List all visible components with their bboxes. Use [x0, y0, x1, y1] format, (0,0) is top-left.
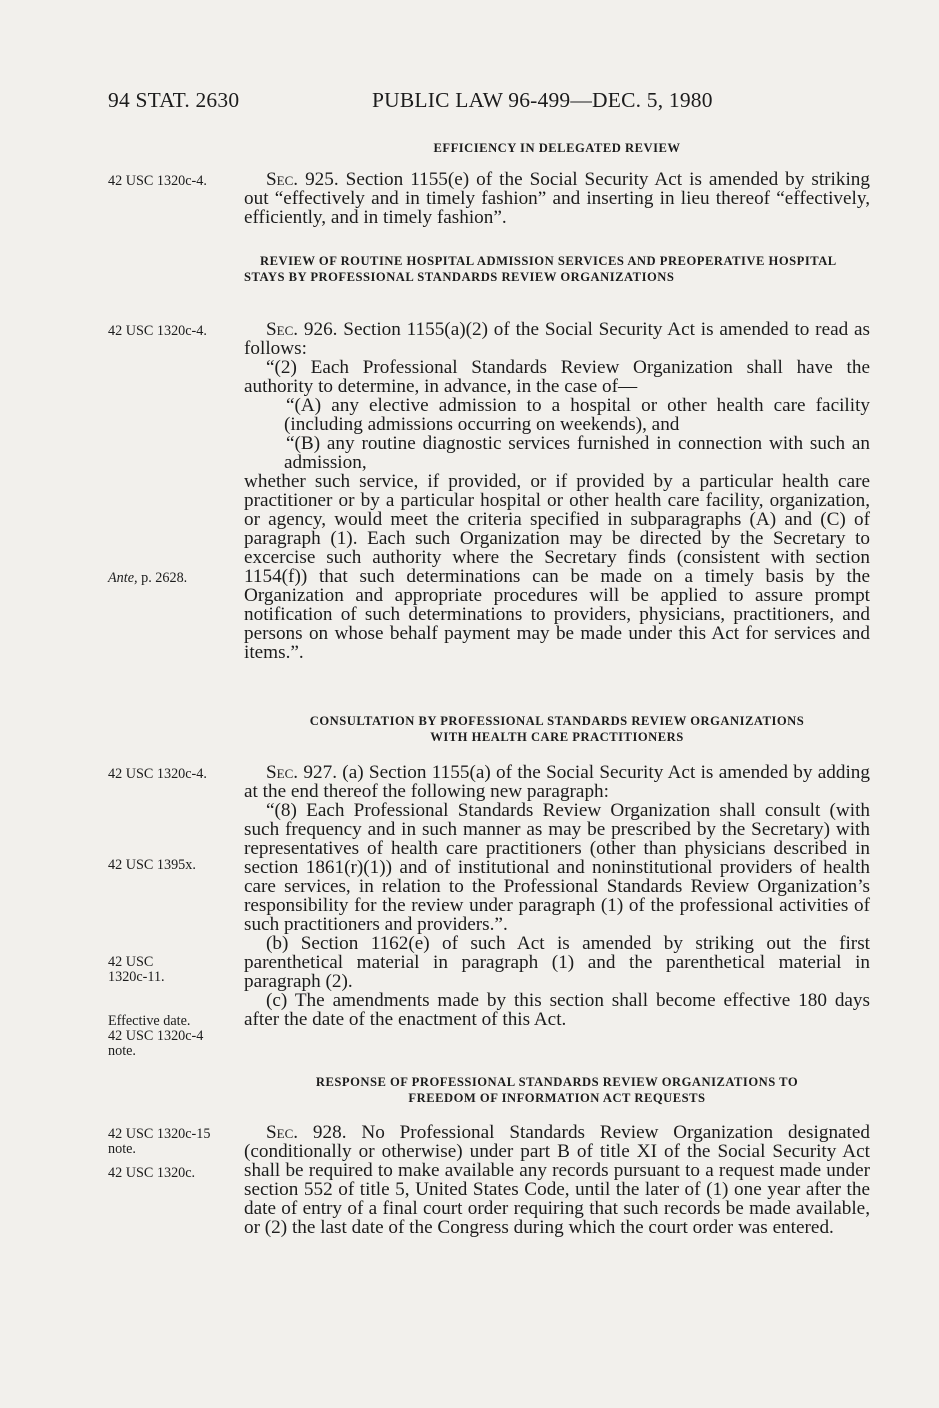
- sec-label: Sec.: [266, 319, 299, 340]
- margin-note-928b: 42 USC 1320c.: [108, 1165, 196, 1181]
- section-927-a: 927. (a) Section 1155(a) of the Social Security Act is amended by adding at the end thereof the following new paragraph:: [244, 762, 870, 802]
- margin-note-928a-line1: 42 USC 1320c-15: [108, 1126, 211, 1142]
- margin-note-927-1395x: 42 USC 1395x.: [108, 857, 196, 873]
- margin-note-928a: [108, 1127, 238, 1157]
- section-928-heading: [244, 1074, 870, 1106]
- margin-note-926-ante: [108, 571, 238, 586]
- section-928-text: 928. No Professional Standards Review Organization designated (conditionally or otherwise) under part B of title XI of the Social Security Act shall be required to make available any records pursuant to a request made under section 552 of title 5, United States Code, until the later of (1) one year after the date of entry of a final court order requiring that such records be made available, or (2) the last date of the Congress during which the court order was entered.: [244, 1122, 870, 1238]
- section-926-continuation: whether such service, if provided, or if provided by a particular health care practitioner or by a particular hospital or other health care facility, organization, or agency, would meet the criteria specified in subparagraphs (A) and (C) of paragraph (1). Each such Organization may be directed by the Secretary to excercise such authority where the Secretary finds (consistent with section 1154(f)) that such determinations can be made on a timely basis by the Organization and appropriate procedures will be applied to assure prompt notification of such determinations to providers, physicians, practitioners, and persons on whose behalf payment may be made under this Act for services and items.”.: [244, 471, 870, 663]
- section-927-heading: [244, 713, 870, 745]
- sec-label: Sec.: [266, 1122, 299, 1143]
- paragraph-2: “(2) Each Professional Standards Review Organization shall have the authority to determine, in advance, in the case of—: [244, 357, 870, 397]
- section-926-intro: 926. Section 1155(a)(2) of the Social Security Act is amended to read as follows:: [244, 319, 870, 359]
- margin-note-926: 42 USC 1320c-4.: [108, 323, 207, 339]
- margin-note-927b: [108, 955, 238, 985]
- margin-note-927a: 42 USC 1320c-4.: [108, 766, 207, 782]
- paragraph-8: “(8) Each Professional Standards Review Organization shall consult (with such frequency and in such manner as may be prescribed by the Secretary) with representatives of health care practitioners (other than physicians described in section 1861(r)(1)) and of institutional and noninstitutional providers of health care services, in relation to the Professional Standards Review Organization’s responsibility for the review under paragraph (1) of the professional activities of such practitioners and providers.”.: [244, 800, 870, 935]
- subparagraph-b: “(B) any routine diagnostic services furnished in connection with such an admission,: [284, 433, 870, 473]
- margin-note-927c-line2: 42 USC 1320c-4: [108, 1028, 204, 1044]
- section-928-heading-line1: RESPONSE OF PROFESSIONAL STANDARDS REVIEW ORGANIZATIONS TO: [315, 1075, 799, 1089]
- section-927-body: [244, 763, 870, 1029]
- section-927-heading-line1: CONSULTATION BY PROFESSIONAL STANDARDS REVIEW ORGANIZATIONS: [309, 714, 805, 728]
- section-927-c: (c) The amendments made by this section shall become effective 180 days after the date of the enactment of this Act.: [244, 990, 870, 1030]
- section-928-heading-line2: FREEDOM OF INFORMATION ACT REQUESTS: [408, 1091, 706, 1105]
- margin-note-928a-line2: note.: [108, 1141, 136, 1157]
- section-926-body: [244, 320, 870, 662]
- margin-note-927b-line1: 42 USC: [108, 954, 154, 970]
- margin-note-927c: [108, 1014, 238, 1059]
- margin-note-927b-line2: 1320c-11.: [108, 969, 165, 985]
- section-925-heading: EFFICIENCY IN DELEGATED REVIEW: [433, 141, 681, 155]
- section-927-b: (b) Section 1162(e) of such Act is amended by striking out the first parenthetical material in paragraph (1) and the parenthetical material in paragraph (2).: [244, 933, 870, 992]
- margin-note-925: 42 USC 1320c-4.: [108, 173, 207, 189]
- page-stat-reference: 94 STAT. 2630: [108, 88, 240, 112]
- ante-page: p. 2628.: [137, 570, 188, 586]
- effective-date-label: Effective date.: [108, 1013, 191, 1029]
- public-law-title: PUBLIC LAW 96-499—DEC. 5, 1980: [372, 88, 713, 112]
- section-927-heading-line2: WITH HEALTH CARE PRACTITIONERS: [430, 730, 684, 744]
- section-928-body: [244, 1123, 870, 1237]
- sec-label: Sec.: [266, 762, 299, 783]
- section-926-heading: REVIEW OF ROUTINE HOSPITAL ADMISSION SERVICES AND PREOPERATIVE HOSPITAL STAYS BY PROFESSIONAL STANDARDS REVIEW ORGANIZATIONS: [244, 254, 837, 284]
- subparagraph-a: “(A) any elective admission to a hospital or other health care facility (including admissions occurring on weekends), and: [284, 395, 870, 435]
- sec-label: Sec.: [266, 169, 299, 190]
- section-925-body: [244, 170, 870, 227]
- ante-label: Ante,: [108, 570, 138, 586]
- section-925-text: 925. Section 1155(e) of the Social Security Act is amended by striking out “effectively and in timely fashion” and inserting in lieu thereof “effectively, efficiently, and in timely fashion”.: [244, 169, 870, 228]
- margin-note-927c-line3: note.: [108, 1043, 136, 1059]
